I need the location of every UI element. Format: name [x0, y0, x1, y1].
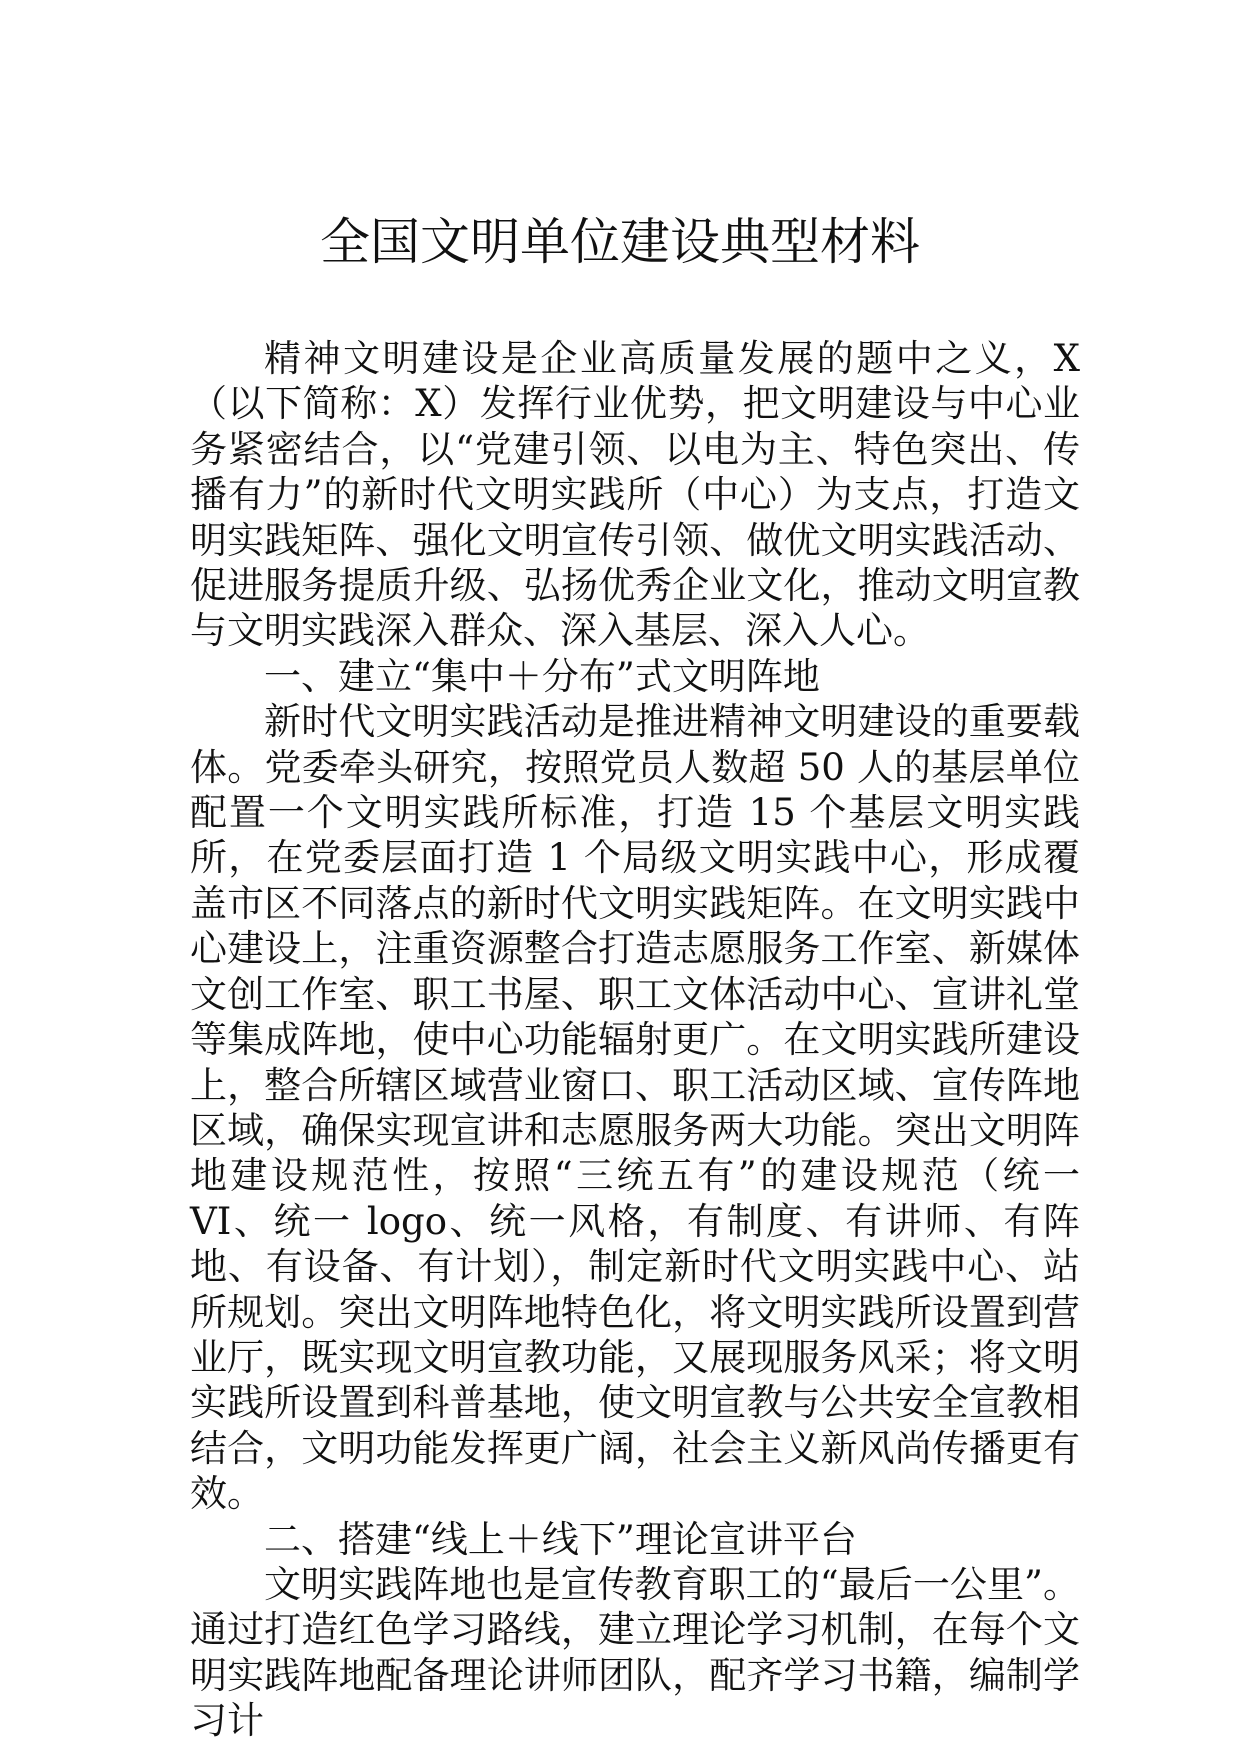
document-body [190, 336, 1080, 1744]
section-heading-2: 二、搭建“线上＋线下”理论宣讲平台 [264, 1517, 857, 1561]
document-title: 全国文明单位建设典型材料 [320, 213, 920, 271]
section-heading-1: 一、建立“集中＋分布”式文明阵地 [264, 654, 820, 698]
intro-paragraph: 精神文明建设是企业高质量发展的题中之义，X（以下简称：X）发挥行业优势，把文明建设与中心业务紧密结合，以“党建引领、以电为主、特色突出、传播有力”的新时代文明实践所（中心）为支点，打造文明实践矩阵、强化文明宣传引领、做优文明实践活动、促进服务提质升级、弘扬优秀企业文化，推动文明宣教与文明实践深入群众、深入基层、深入人心。 [190, 337, 1080, 653]
section-2-paragraph: 文明实践阵地也是宣传教育职工的“最后一公里”。通过打造红色学习路线，建立理论学习机制，在每个文明实践阵地配备理论讲师团队，配齐学习书籍，编制学习计 [190, 1562, 1080, 1743]
section-1-paragraph: 新时代文明实践活动是推进精神文明建设的重要载体。党委牵头研究，按照党员人数超 50 人的基层单位配置一个文明实践所标准，打造 15 个基层文明实践所，在党委层面打造 1 个局级文明实践中心，形成覆盖市区不同落点的新时代文明实践矩阵。在文明实践中心建设上，注重资源整合打造志愿服务工作室、新媒体文创工作室、职工书屋、职工文体活动中心、宣讲礼堂等集成阵地，使中心功能辐射更广。在文明实践所建设上，整合所辖区域营业窗口、职工活动区域、宣传阵地区域，确保实现宣讲和志愿服务两大功能。突出文明阵地建设规范性，按照“三统五有”的建设规范（统一 VI、统一 logo、统一风格，有制度、有讲师、有阵地、有设备、有计划），制定新时代文明实践中心、站所规划。突出文明阵地特色化，将文明实践所设置到营业厅，既实现文明宣教功能，又展现服务风采；将文明实践所设置到科普基地，使文明宣教与公共安全宣教相结合，文明功能发挥更广阔，社会主义新风尚传播更有效。 [190, 700, 1080, 1516]
